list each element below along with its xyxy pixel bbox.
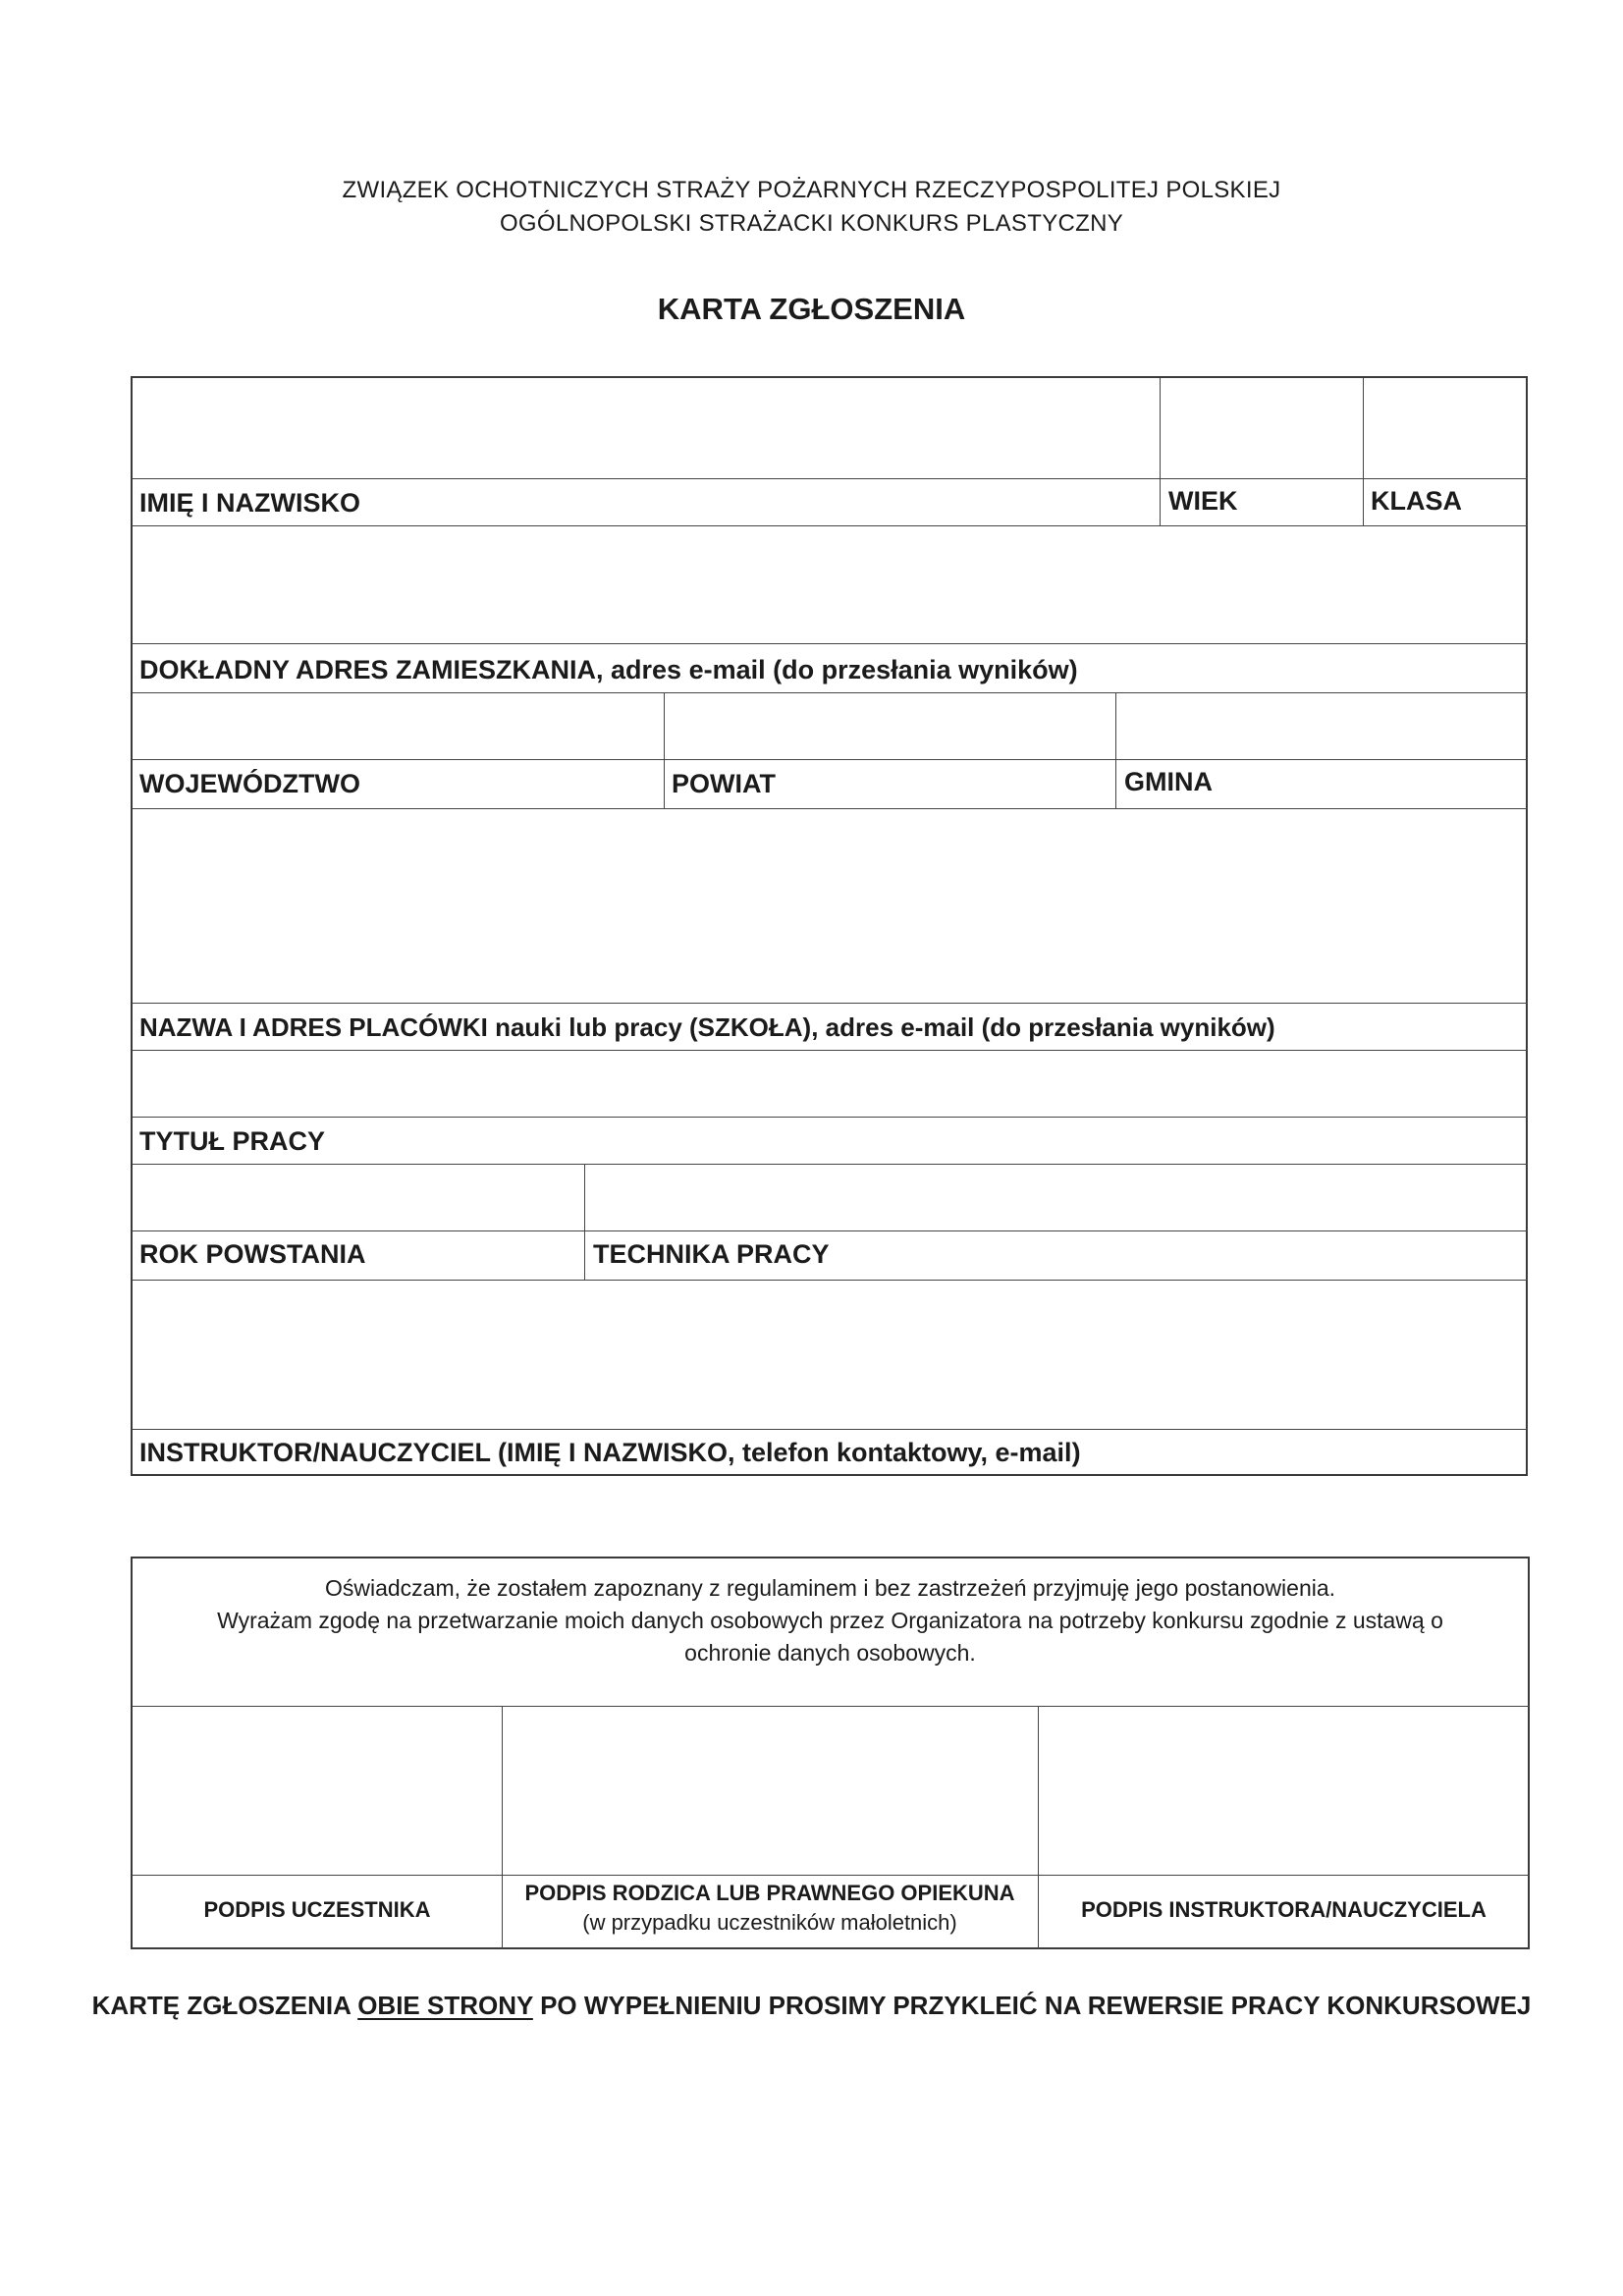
- form-title: KARTA ZGŁOSZENIA: [657, 292, 966, 326]
- footer-instruction: [0, 1991, 1623, 2021]
- commune-label: GMINA: [1124, 767, 1213, 796]
- declaration-text: [133, 1572, 1528, 1669]
- school-label-main: NAZWA I ADRES PLACÓWKI: [139, 1012, 488, 1042]
- address-label-detail: adres e-mail (do przesłania wyników): [603, 655, 1078, 684]
- voivodeship-input-area[interactable]: [133, 694, 664, 759]
- footer-underlined-text: OBIE STRONY: [357, 1991, 533, 2020]
- class-label: KLASA: [1371, 486, 1462, 516]
- address-input-area[interactable]: [133, 527, 1528, 643]
- instructor-signature-area[interactable]: [1038, 1708, 1530, 1875]
- parent-signature-title: PODPIS RODZICA LUB PRAWNEGO OPIEKUNA: [524, 1881, 1015, 1905]
- name-input-area[interactable]: [133, 378, 1160, 478]
- participant-signature-label: PODPIS UCZESTNIKA: [203, 1897, 431, 1922]
- instructor-label: [139, 1436, 1081, 1469]
- declaration-line-1: Oświadczam, że zostałem zapoznany z regulaminem i bez zastrzeżeń przyjmuję jego postanowienia.: [324, 1575, 1336, 1601]
- school-label-detail: nauki lub pracy (SZKOŁA), adres e-mail (do przesłania wyników): [487, 1012, 1275, 1042]
- instructor-input-area[interactable]: [133, 1282, 1528, 1429]
- name-label: IMIĘ I NAZWISKO: [139, 488, 360, 518]
- organization-line-1: ZWIĄZEK OCHOTNICZYCH STRAŻY POŻARNYCH RZECZYPOSPOLITEJ POLSKIEJ: [342, 177, 1281, 203]
- school-input-area[interactable]: [133, 810, 1528, 1003]
- work-title-label: TYTUŁ PRACY: [139, 1126, 325, 1156]
- commune-input-area[interactable]: [1115, 694, 1528, 759]
- year-label: ROK POWSTANIA: [139, 1239, 366, 1269]
- footer-text-end: PO WYPEŁNIENIU PROSIMY PRZYKLEIĆ NA REWERSIE PRACY KONKURSOWEJ: [532, 1991, 1532, 2020]
- parent-signature-label: [502, 1879, 1038, 1938]
- age-label: WIEK: [1168, 486, 1238, 516]
- class-input-area[interactable]: [1363, 378, 1528, 478]
- address-label: [139, 653, 1078, 686]
- organization-name: [0, 174, 1623, 241]
- declaration-line-2: Wyrażam zgodę na przetwarzanie moich danych osobowych przez Organizatora na potrzeby konkursu zgodnie z ustawą o: [217, 1608, 1443, 1633]
- age-input-area[interactable]: [1160, 378, 1363, 478]
- work-title-input-area[interactable]: [133, 1052, 1528, 1117]
- participant-signature-area[interactable]: [133, 1708, 502, 1875]
- technique-label: TECHNIKA PRACY: [593, 1239, 830, 1269]
- instructor-label-main: INSTRUKTOR/NAUCZYCIEL (IMIĘ I NAZWISKO,: [139, 1438, 735, 1467]
- registration-form: [131, 376, 1528, 1476]
- county-input-area[interactable]: [664, 694, 1115, 759]
- parent-signature-note: (w przypadku uczestników małoletnich): [582, 1910, 957, 1935]
- instructor-label-detail: telefon kontaktowy, e-mail): [734, 1438, 1081, 1467]
- instructor-signature-label: PODPIS INSTRUKTORA/NAUCZYCIELA: [1081, 1897, 1487, 1922]
- voivodeship-label: WOJEWÓDZTWO: [139, 769, 360, 798]
- county-label: POWIAT: [672, 769, 776, 798]
- organization-line-2: OGÓLNOPOLSKI STRAŻACKI KONKURS PLASTYCZNY: [499, 210, 1124, 237]
- year-input-area[interactable]: [133, 1166, 584, 1230]
- school-label: [139, 1011, 1275, 1044]
- parent-signature-area[interactable]: [502, 1708, 1038, 1875]
- technique-input-area[interactable]: [584, 1166, 1528, 1230]
- declaration-box: [131, 1557, 1530, 1949]
- declaration-line-3: ochronie danych osobowych.: [684, 1640, 976, 1666]
- footer-text-start: KARTĘ ZGŁOSZENIA: [91, 1991, 358, 2020]
- address-label-main: DOKŁADNY ADRES ZAMIESZKANIA,: [139, 655, 604, 684]
